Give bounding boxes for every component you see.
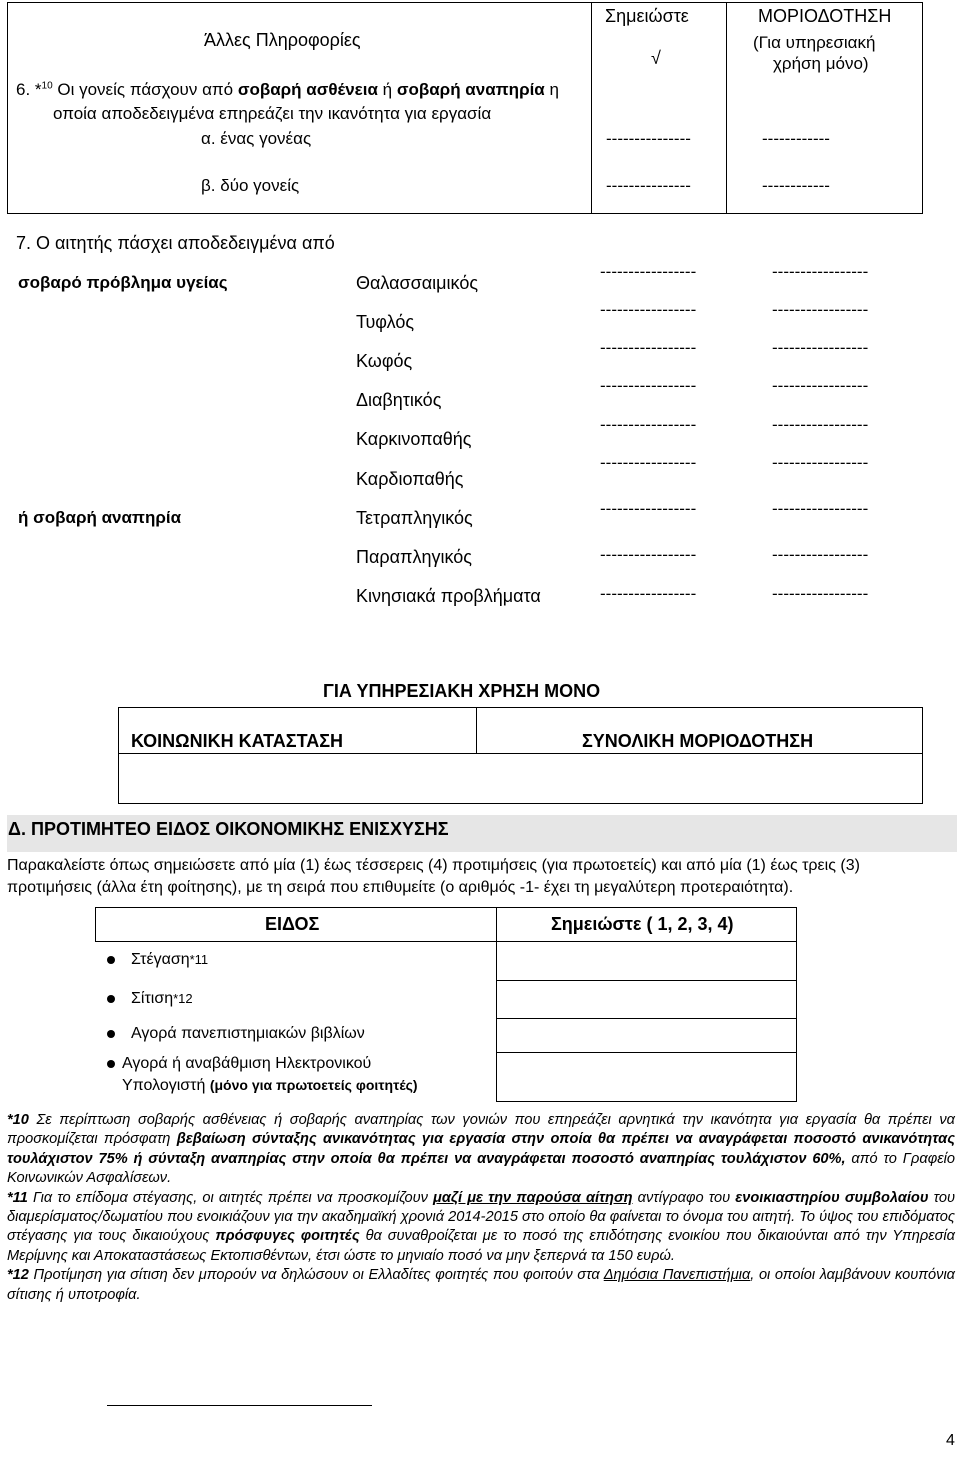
score-dash: -----------------: [772, 545, 869, 564]
note-dash: -----------------: [600, 499, 697, 518]
option-one-parent: α. ένας γονέας: [201, 129, 312, 148]
svc-border-top: [118, 707, 923, 708]
s6-border-top: [7, 2, 923, 3]
opt-a-score-dash: ------------: [762, 129, 830, 148]
note-dash: -----------------: [600, 300, 697, 319]
section-d-intro-line1: Παρακαλείστε όπως σημειώσετε από μία (1) έως τέσσερεις (4) προτιμήσεις (για πρωτοετείς) και από μία (1) έως τρεις (3): [7, 857, 860, 874]
option-two-parents: β. δύο γονείς: [201, 176, 300, 195]
col-note-header: Σημειώστε: [605, 6, 689, 26]
col-score-header: ΜΟΡΙΟΔΟΤΗΣΗ: [758, 6, 892, 26]
check-mark: √: [651, 48, 661, 68]
condition-item: Καρκινοπαθής: [356, 429, 472, 449]
svc-border-left: [118, 707, 119, 754]
s6-border-left: [7, 2, 8, 214]
svc-border-mid: [476, 707, 477, 754]
footnote-11: *11 Για το επίδομα στέγασης, οι αιτητές πρέπει να προσκομίζουν μαζί με την παρούσα αίτηση αντίγραφο του ενοικιαστηρίου συμβολαίου του διαμερίσματος/δωματίου που ενοικιάζουν για την ακαδημαϊκή χρονιά 2014-2015 στο οποίο θα φαίνεται το όνομα του αιτητή. Το ύψος του επιδόματος στέγασης για τους δικαιούχους πρόσφυγες φοιτητές θα συναθροίζεται με το ποσό της επιδότησης ενοικίου που δικαιούνται από την Υπηρεσία Μερίμνης και Αποκαταστάσεως Εκτοπισθέντων, έτσι ώστε το μηνιαίο ποσό να μην ξεπερνά τα 150 ευρώ.: [7, 1189, 955, 1264]
score-dash: -----------------: [772, 499, 869, 518]
s6-border-mid1: [591, 2, 592, 214]
opt-b-score-dash: ------------: [762, 176, 830, 195]
pref-housing: Στέγαση*11: [131, 951, 209, 968]
opt-b-note-dash: ---------------: [606, 176, 691, 195]
section7-heading: 7. Ο αιτητής πάσχει αποδεδειγμένα από: [16, 233, 335, 253]
note-dash: -----------------: [600, 262, 697, 281]
note-dash: -----------------: [600, 415, 697, 434]
condition-item: Τετραπληγικός: [356, 508, 473, 528]
footnotes: [7, 1111, 955, 1305]
score-dash: -----------------: [772, 453, 869, 472]
service-use-title: ΓΙΑ ΥΠΗΡΕΣΙΑΚΗ ΧΡΗΣΗ ΜΟΝΟ: [323, 681, 601, 701]
question-6-line2: οποία αποδεδειγμένα επηρεάζει την ικανότητα για εργασία: [53, 104, 492, 123]
svc-border-left2: [118, 753, 119, 804]
s6-border-right: [922, 2, 923, 214]
condition-item: Θαλασσαιμικός: [356, 273, 479, 293]
footnote-separator: [107, 1405, 372, 1406]
disability-label: ή σοβαρή αναπηρία: [18, 508, 182, 527]
svc-border-right: [922, 707, 923, 804]
section-d-title: Δ. ΠΡΟΤΙΜΗΤΕΟ ΕΙΔΟΣ ΟΙΚΟΝΟΜΙΚΗΣ ΕΝΙΣΧΥΣΗΣ: [8, 819, 449, 839]
condition-item: Κινησιακά προβλήματα: [356, 586, 541, 606]
pref-border-mid: [496, 907, 497, 1102]
pref-computer-line2: Υπολογιστή (μόνο για πρωτοετείς φοιτητές): [122, 1077, 418, 1094]
total-score-header: ΣΥΝΟΛΙΚΗ ΜΟΡΙΟΔΟΤΗΣΗ: [582, 731, 814, 751]
condition-item: Καρδιοπαθής: [356, 469, 464, 489]
page-number: 4: [946, 1432, 955, 1449]
question-6-line1: 6. *$^{10}$ Οι γονείς πάσχουν από σοβαρή ασθένεια ή σοβαρή αναπηρία η: [16, 80, 559, 99]
footnote-10: *10 Σε περίπτωση σοβαρής ασθένειας ή σοβαρής αναπηρίας των γονιών που επηρεάζει αρνητικά την ικανότητα για εργασία θα πρέπει να προσκομίζεται πρόσφατη βεβαίωση σύνταξης ανικανότητας για εργασία στην οποία θα πρέπει να αναγράφεται ποσοστό ανικανότητας τουλάχιστον 75% ή σύνταξη αναπηρίας στην οποία θα πρέπει να αναγράφεται ποσοστό αναπηρίας τουλάχιστον 60%, από το Γραφείο Κοινωνικών Ασφαλίσεων.: [7, 1112, 955, 1187]
pref-border-r1: [496, 980, 797, 981]
pref-border-top: [95, 907, 797, 908]
col-score-sub2: χρήση μόνο): [773, 54, 869, 73]
bullet-icon: [107, 1030, 115, 1038]
footnote-12: *12 Προτίμηση για σίτιση δεν μπορούν να δηλώσουν οι Ελλαδίτες φοιτητές που φοιτούν στα Δημόσια Πανεπιστήμια, οι οποίοι λαμβάνουν κουπόνια σίτισης ή υποτροφία.: [7, 1267, 956, 1303]
note-dash: -----------------: [600, 584, 697, 603]
score-dash: -----------------: [772, 415, 869, 434]
s6-border-mid2: [726, 2, 727, 214]
condition-item: Τυφλός: [356, 312, 415, 332]
opt-a-note-dash: ---------------: [606, 129, 691, 148]
col-mark-header: Σημειώστε ( 1, 2, 3, 4): [551, 914, 734, 934]
svc-border-hmid: [118, 753, 923, 754]
score-dash: -----------------: [772, 584, 869, 603]
health-problem-label: σοβαρό πρόβλημα υγείας: [18, 273, 228, 292]
pref-meals: Σίτιση*12: [131, 990, 193, 1007]
note-dash: -----------------: [600, 545, 697, 564]
condition-item: Διαβητικός: [356, 390, 442, 410]
pref-border-hdr: [95, 941, 797, 942]
section6-title: Άλλες Πληροφορίες: [204, 30, 361, 50]
note-dash: -----------------: [600, 376, 697, 395]
score-dash: -----------------: [772, 300, 869, 319]
pref-books: Αγορά πανεπιστημιακών βιβλίων: [131, 1025, 365, 1042]
score-dash: -----------------: [772, 338, 869, 357]
pref-computer-line1: Αγορά ή αναβάθμιση Ηλεκτρονικού: [122, 1055, 372, 1072]
col-score-sub1: (Για υπηρεσιακή: [753, 33, 876, 52]
pref-border-left: [95, 907, 96, 942]
bullet-icon: [107, 956, 115, 964]
pref-border-bottom: [496, 1101, 797, 1102]
condition-item: Παραπληγικός: [356, 547, 472, 567]
condition-item: Κωφός: [356, 351, 413, 371]
social-status-header: ΚΟΙΝΩΝΙΚΗ ΚΑΤΑΣΤΑΣΗ: [131, 731, 344, 751]
pref-border-r3: [496, 1052, 797, 1053]
score-dash: -----------------: [772, 376, 869, 395]
score-dash: -----------------: [772, 262, 869, 281]
note-dash: -----------------: [600, 338, 697, 357]
pref-border-right: [796, 907, 797, 1102]
section-d-intro-line2: προτιμήσεις (άλλα έτη φοίτησης), με τη σειρά που επιθυμείτε (ο αριθμός -1- έχει τη μεγαλύτερη προτεραιότητα).: [7, 879, 794, 896]
pref-border-r2: [496, 1018, 797, 1019]
bullet-icon: [107, 1060, 115, 1068]
bullet-icon: [107, 995, 115, 1003]
col-type-header: ΕΙΔΟΣ: [265, 914, 320, 934]
s6-border-bottom: [7, 213, 923, 214]
note-dash: -----------------: [600, 453, 697, 472]
svc-border-bottom: [118, 803, 923, 804]
